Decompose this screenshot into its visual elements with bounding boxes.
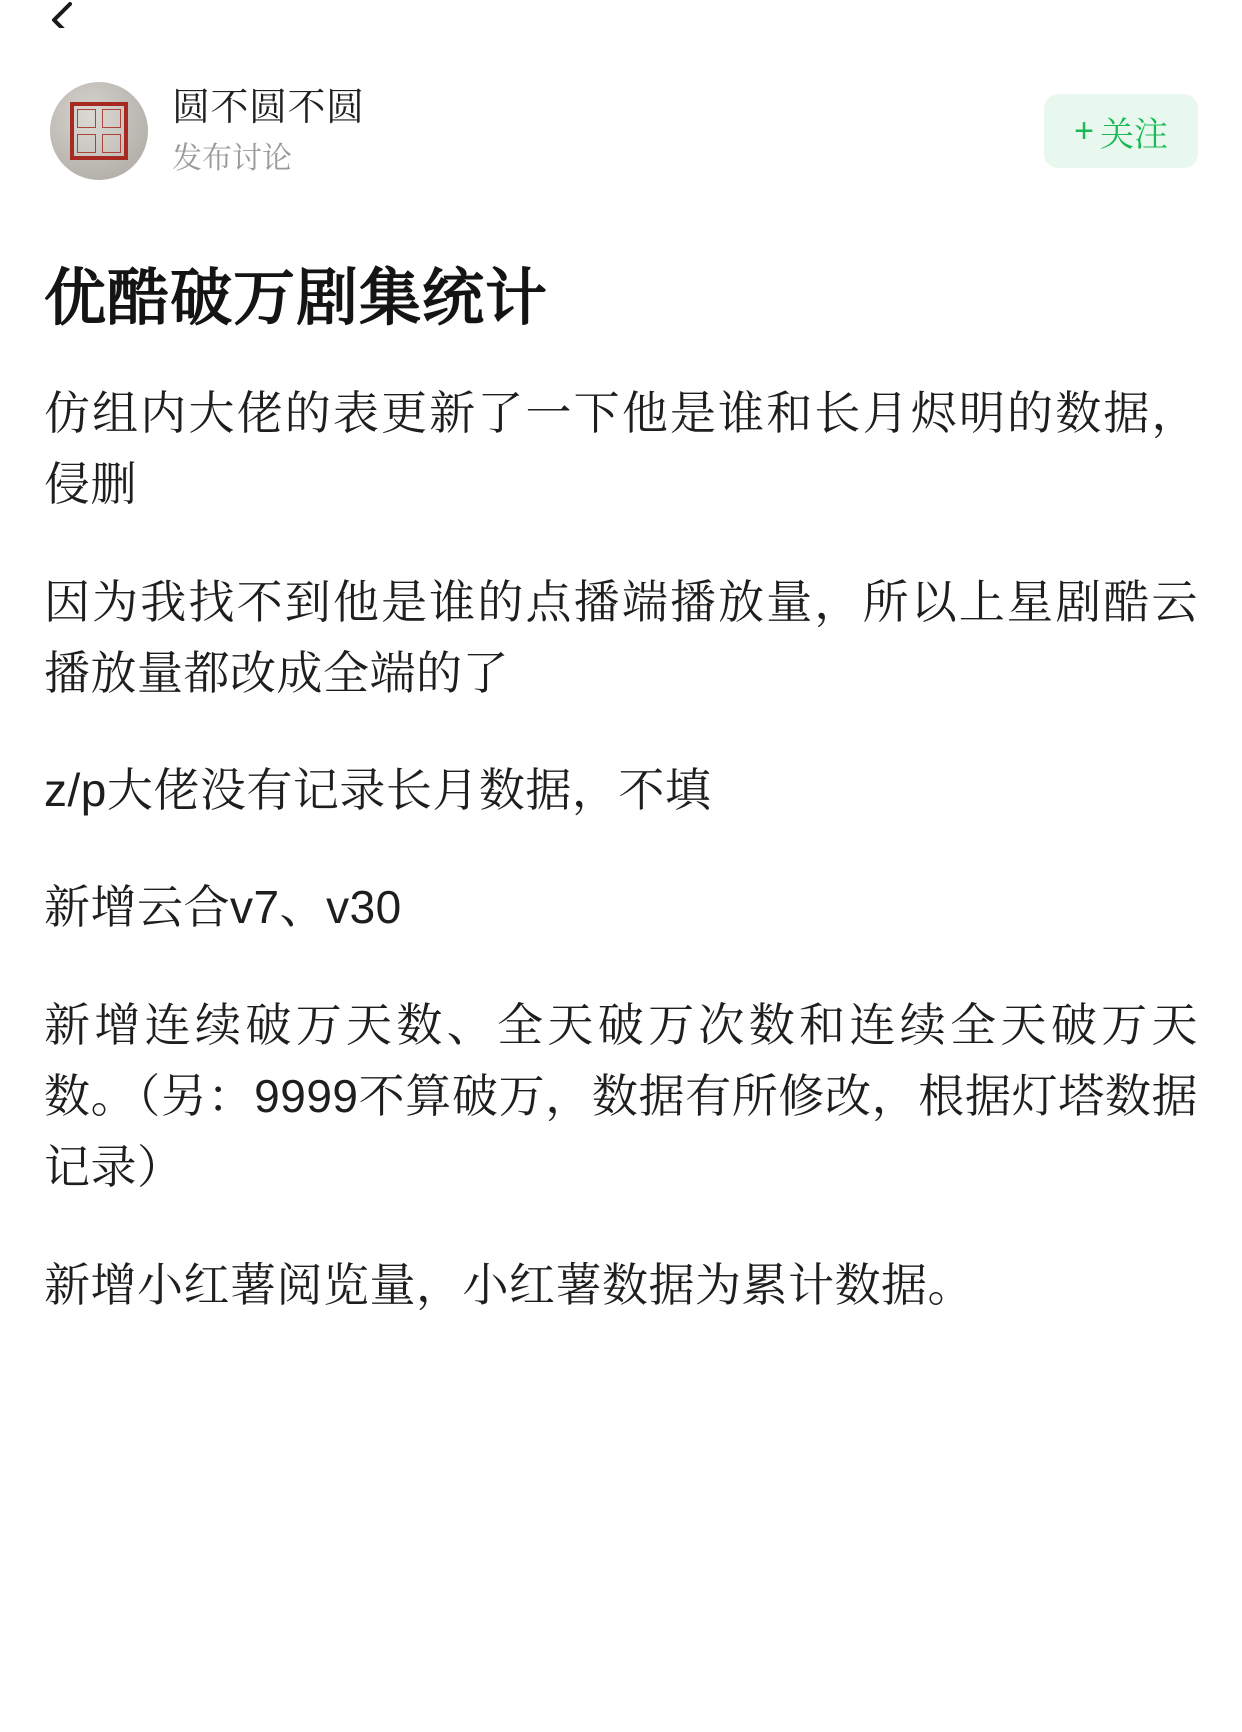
author-subtitle: 发布讨论 [172, 141, 292, 175]
follow-button[interactable] [1044, 94, 1198, 168]
post-paragraph: 新增连续破万天数、全天破万次数和连续全天破万天数。（另：9999不算破万，数据有所修改，根据灯塔数据记录） [44, 998, 1198, 1194]
post-paragraph: z/p大佬没有记录长月数据，不填 [44, 764, 712, 817]
page-title: 优酷破万剧集统计 [44, 263, 549, 333]
author-name[interactable]: 圆不圆不圆 [172, 87, 365, 130]
follow-button-label: 关注 [1100, 115, 1168, 154]
post-paragraph: 仿组内大佬的表更新了一下他是谁和长月烬明的数据，侵删 [44, 387, 1198, 511]
avatar[interactable] [50, 82, 148, 180]
post-body [44, 378, 1198, 1321]
post-paragraph: 新增小红薯阅览量，小红薯数据为累计数据。 [44, 1258, 974, 1311]
post-paragraph: 因为我找不到他是谁的点播端播放量，所以上星剧酷云播放量都改成全端的了 [44, 575, 1198, 699]
chevron-left-icon[interactable] [44, 0, 84, 28]
post-paragraph: 新增云合v7、v30 [44, 881, 402, 934]
seal-stamp-icon [70, 102, 128, 160]
post-header [50, 78, 1198, 184]
plus-icon: + [1074, 112, 1094, 150]
author-block [172, 85, 365, 177]
